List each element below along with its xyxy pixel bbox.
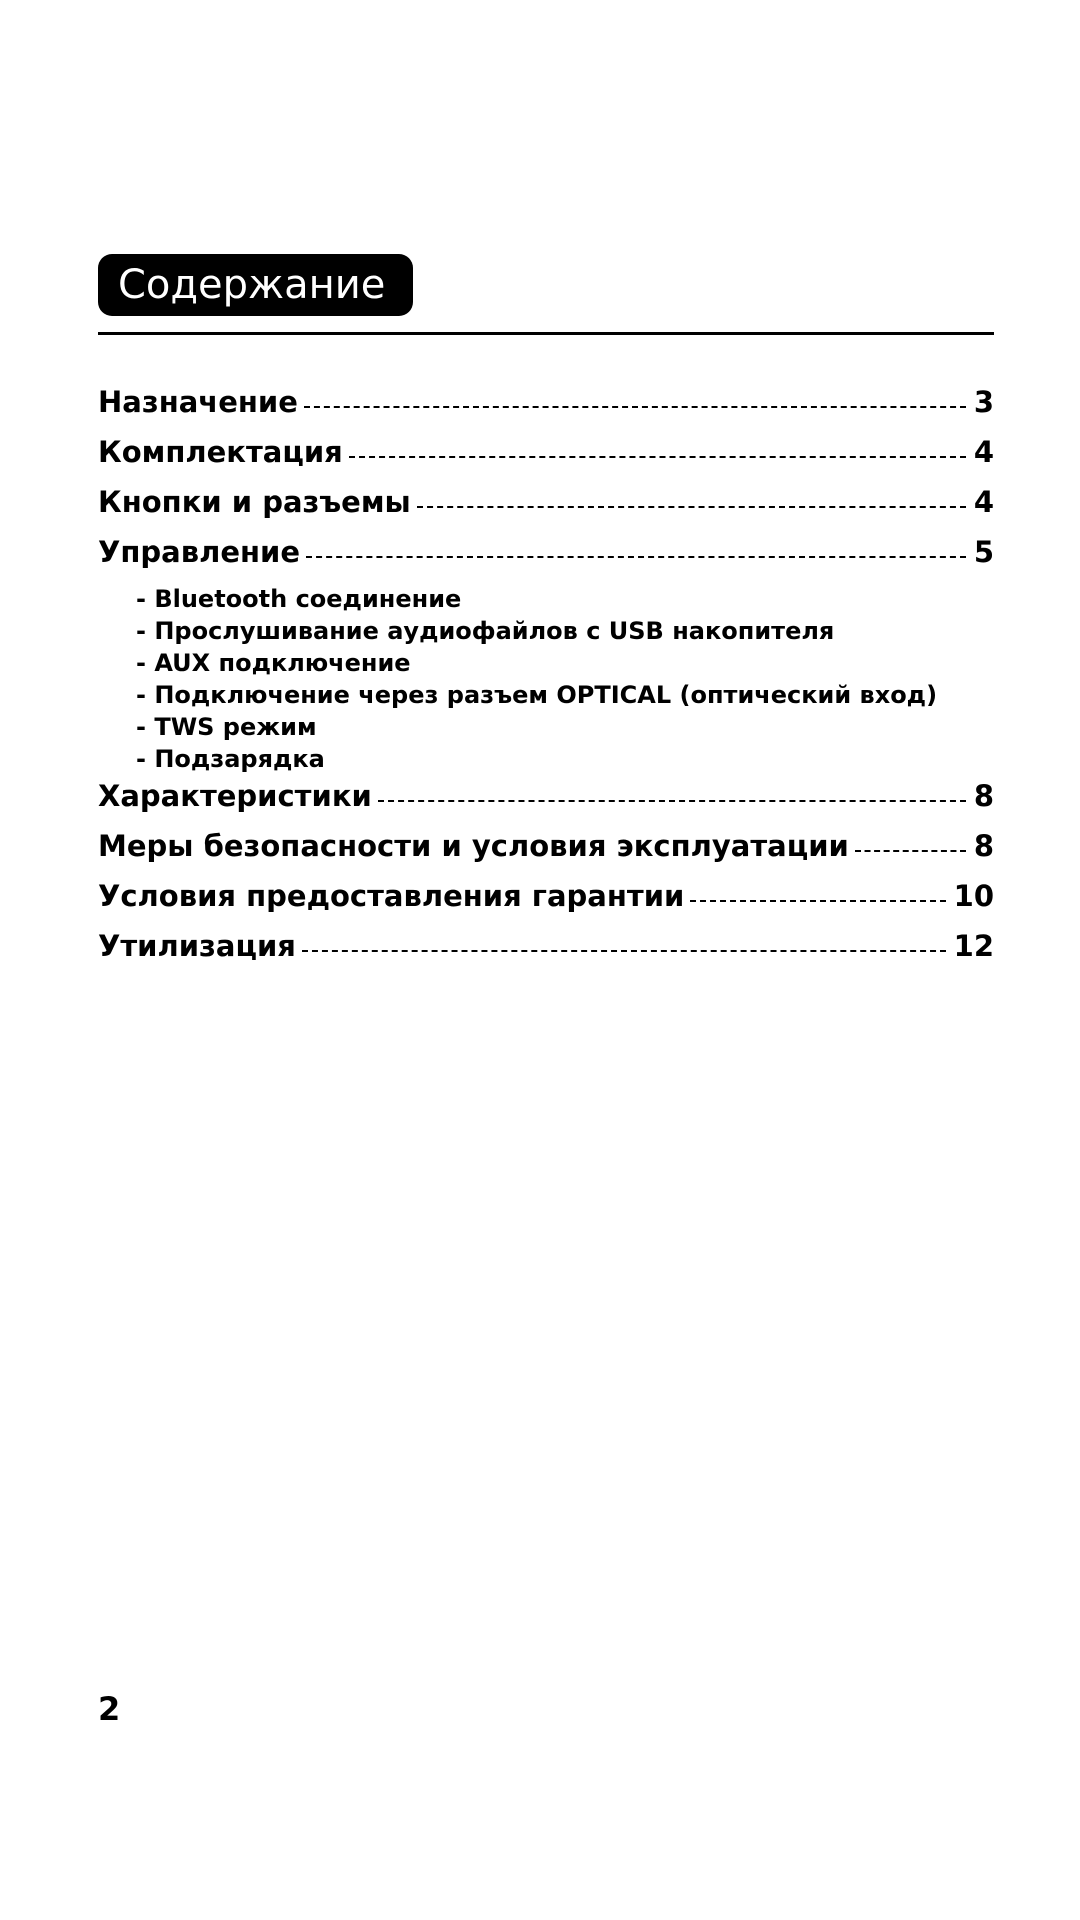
toc-entry-control[interactable] — [98, 535, 994, 585]
toc-entry-buttons-connectors[interactable] — [98, 485, 994, 535]
title-divider — [98, 332, 994, 335]
dot-leader — [349, 456, 966, 458]
toc-subitem-optical[interactable]: - Подключение через разъем OPTICAL (оптический вход) — [136, 681, 938, 709]
dot-leader — [417, 506, 966, 508]
page-number: 2 — [98, 1690, 121, 1728]
toc-entry-label: Назначение — [98, 385, 298, 419]
toc-entry-page: 4 — [973, 485, 994, 519]
toc-entry-label: Утилизация — [98, 929, 296, 963]
dot-leader — [302, 950, 946, 952]
dot-leader — [306, 556, 966, 558]
toc-subitem-bluetooth[interactable]: - Bluetooth соединение — [136, 585, 462, 613]
dot-leader — [690, 900, 945, 902]
toc-entry-safety[interactable] — [98, 829, 994, 879]
dot-leader — [378, 800, 966, 802]
toc-entry-label: Условия предоставления гарантии — [98, 879, 685, 913]
toc-subitem-usb[interactable]: - Прослушивание аудиофайлов с USB накопителя — [136, 617, 835, 645]
toc-entry-label: Комплектация — [98, 435, 343, 469]
toc-entry-page: 8 — [973, 829, 994, 863]
toc-entry-label: Кнопки и разъемы — [98, 485, 411, 519]
toc-entry-purpose[interactable] — [98, 385, 994, 435]
toc-subitems — [136, 583, 994, 775]
toc-entry-page: 8 — [973, 779, 994, 813]
toc-entry-page: 4 — [973, 435, 994, 469]
toc-subitem-charging[interactable]: - Подзарядка — [136, 745, 325, 773]
dot-leader — [304, 406, 966, 408]
page-title: Содержание — [98, 254, 413, 316]
toc-subitem-tws[interactable]: - TWS режим — [136, 713, 317, 741]
toc-entry-label: Меры безопасности и условия эксплуатации — [98, 829, 849, 863]
toc-entry-specifications[interactable] — [98, 779, 994, 829]
toc-entry-page: 12 — [953, 929, 994, 963]
toc-entry-page: 5 — [973, 535, 994, 569]
toc-subitem-aux[interactable]: - AUX подключение — [136, 649, 411, 677]
toc-entry-disposal[interactable] — [98, 929, 994, 979]
toc-entry-label: Характеристики — [98, 779, 372, 813]
toc-entry-page: 10 — [953, 879, 994, 913]
toc-entry-warranty[interactable] — [98, 879, 994, 929]
dot-leader — [855, 850, 966, 852]
toc-entry-package[interactable] — [98, 435, 994, 485]
toc-entry-page: 3 — [973, 385, 994, 419]
toc-entry-label: Управление — [98, 535, 301, 569]
table-of-contents — [98, 385, 994, 979]
